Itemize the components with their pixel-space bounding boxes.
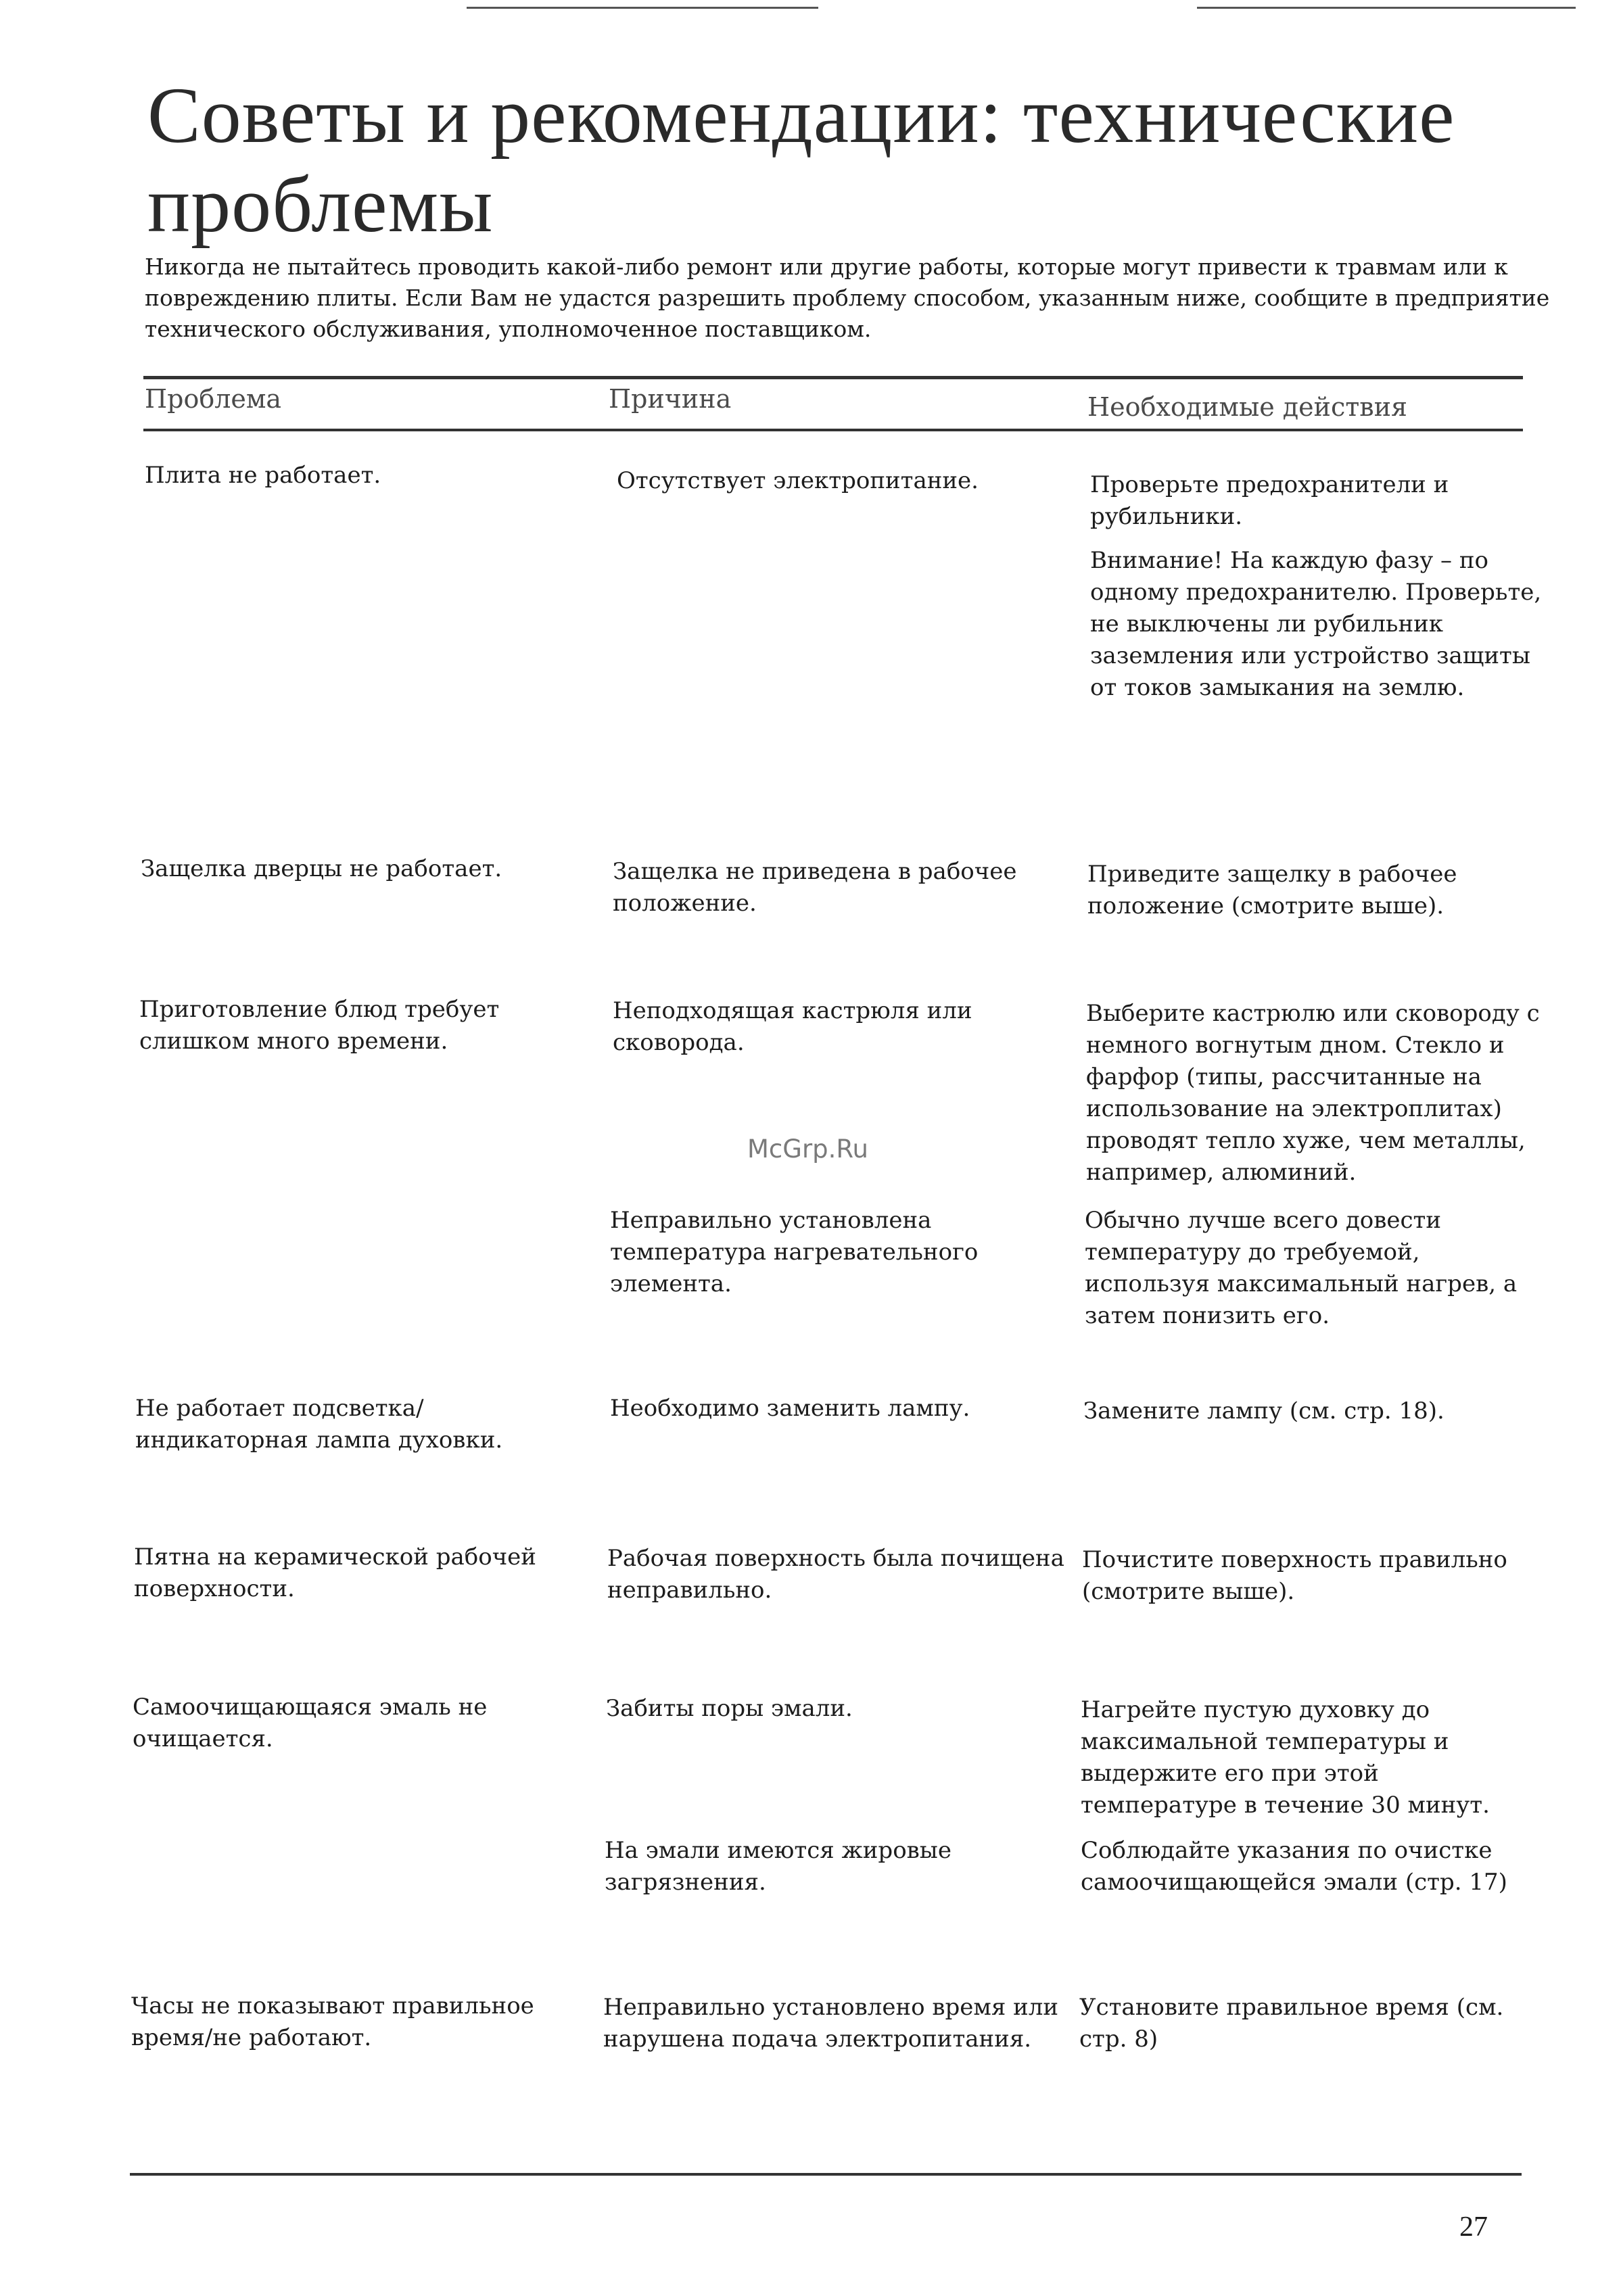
row7-cause: Неправильно установлено время или нарушена подача электропитания. — [603, 1994, 1059, 2053]
row3-problem: Приготовление блюд требует слишком много времени. — [139, 996, 500, 1055]
row1-action2: Внимание! На каждую фазу – по одному предохранителю. Проверьте, не выключены ли рубильник заземления или устройство защиты от токов замыкания на землю. — [1090, 547, 1542, 701]
row6-problem: Самоочищающаяся эмаль не очищается. — [133, 1694, 488, 1752]
row2-problem: Защелка дверцы не работает. — [141, 855, 502, 882]
row6-action2: Соблюдайте указания по очистке самоочищающейся эмали (стр. 17) — [1081, 1837, 1507, 1896]
row1-cause: Отсутствует электропитание. — [617, 467, 979, 494]
row1-action1: Проверьте предохранители и рубильники. — [1090, 471, 1449, 530]
row5-action: Почистите поверхность правильно (смотрите выше). — [1082, 1546, 1507, 1605]
intro-paragraph: Никогда не пытайтесь проводить какой-либо ремонт или другие работы, которые могут привести к травмам или к повреждению плиты. Если Вам не удастся разрешить проблему способом, указанным ниже, сообщите в предприятие технического обслуживания, уполномоченное поставщиком. — [145, 254, 1550, 342]
header-cause: Причина — [609, 384, 732, 414]
header-bottom-rule — [143, 429, 1523, 431]
row3-cause2: Неправильно установлена температура нагревательного элемента. — [610, 1207, 979, 1297]
row6-action1: Нагрейте пустую духовку до максимальной температуры и выдержите его при этой температуре в течение 30 минут. — [1081, 1696, 1490, 1819]
row5-problem: Пятна на керамической рабочей поверхности. — [134, 1544, 536, 1602]
scan-edge-line-right — [1197, 7, 1576, 9]
row2-cause: Защелка не приведена в рабочее положение. — [613, 858, 1017, 917]
header-action: Необходимые действия — [1087, 392, 1407, 422]
row3-action2: Обычно лучше всего довести температуру до требуемой, используя максимальный нагрев, а затем понизить его. — [1085, 1207, 1518, 1329]
page-number: 27 — [1459, 2211, 1488, 2243]
row7-action: Установите правильное время (см. стр. 8) — [1079, 1994, 1504, 2053]
row4-cause: Необходимо заменить лампу. — [610, 1395, 970, 1422]
row4-problem: Не работает подсветка/индикаторная лампа духовки. — [135, 1395, 503, 1454]
watermark: McGrp.Ru — [747, 1134, 868, 1164]
row1-problem: Плита не работает. — [145, 462, 381, 489]
scan-edge-line-left — [467, 7, 818, 9]
page-title: Советы и рекомендации: технические проблемы — [147, 71, 1455, 249]
row4-action: Замените лампу (см. стр. 18). — [1083, 1397, 1444, 1425]
row3-action1: Выберите кастрюлю или сковороду с немного вогнутым дном. Стекло и фарфор (типы, рассчитанные на использование на электроплитах) проводят тепло хуже, чем металлы, например, алюминий. — [1086, 1000, 1540, 1186]
row3-cause1: Неподходящая кастрюля или сковорода. — [613, 997, 972, 1056]
row6-cause1: Забиты поры эмали. — [606, 1695, 853, 1722]
table-top-rule — [143, 376, 1523, 379]
header-problem: Проблема — [145, 384, 282, 414]
row2-action: Приведите защелку в рабочее положение (смотрите выше). — [1087, 861, 1457, 919]
footer-rule — [130, 2173, 1522, 2176]
row5-cause: Рабочая поверхность была почищена неправильно. — [607, 1545, 1064, 1604]
row7-problem: Часы не показывают правильное время/не работают. — [131, 1992, 534, 2051]
row6-cause2: На эмали имеются жировые загрязнения. — [605, 1837, 952, 1896]
